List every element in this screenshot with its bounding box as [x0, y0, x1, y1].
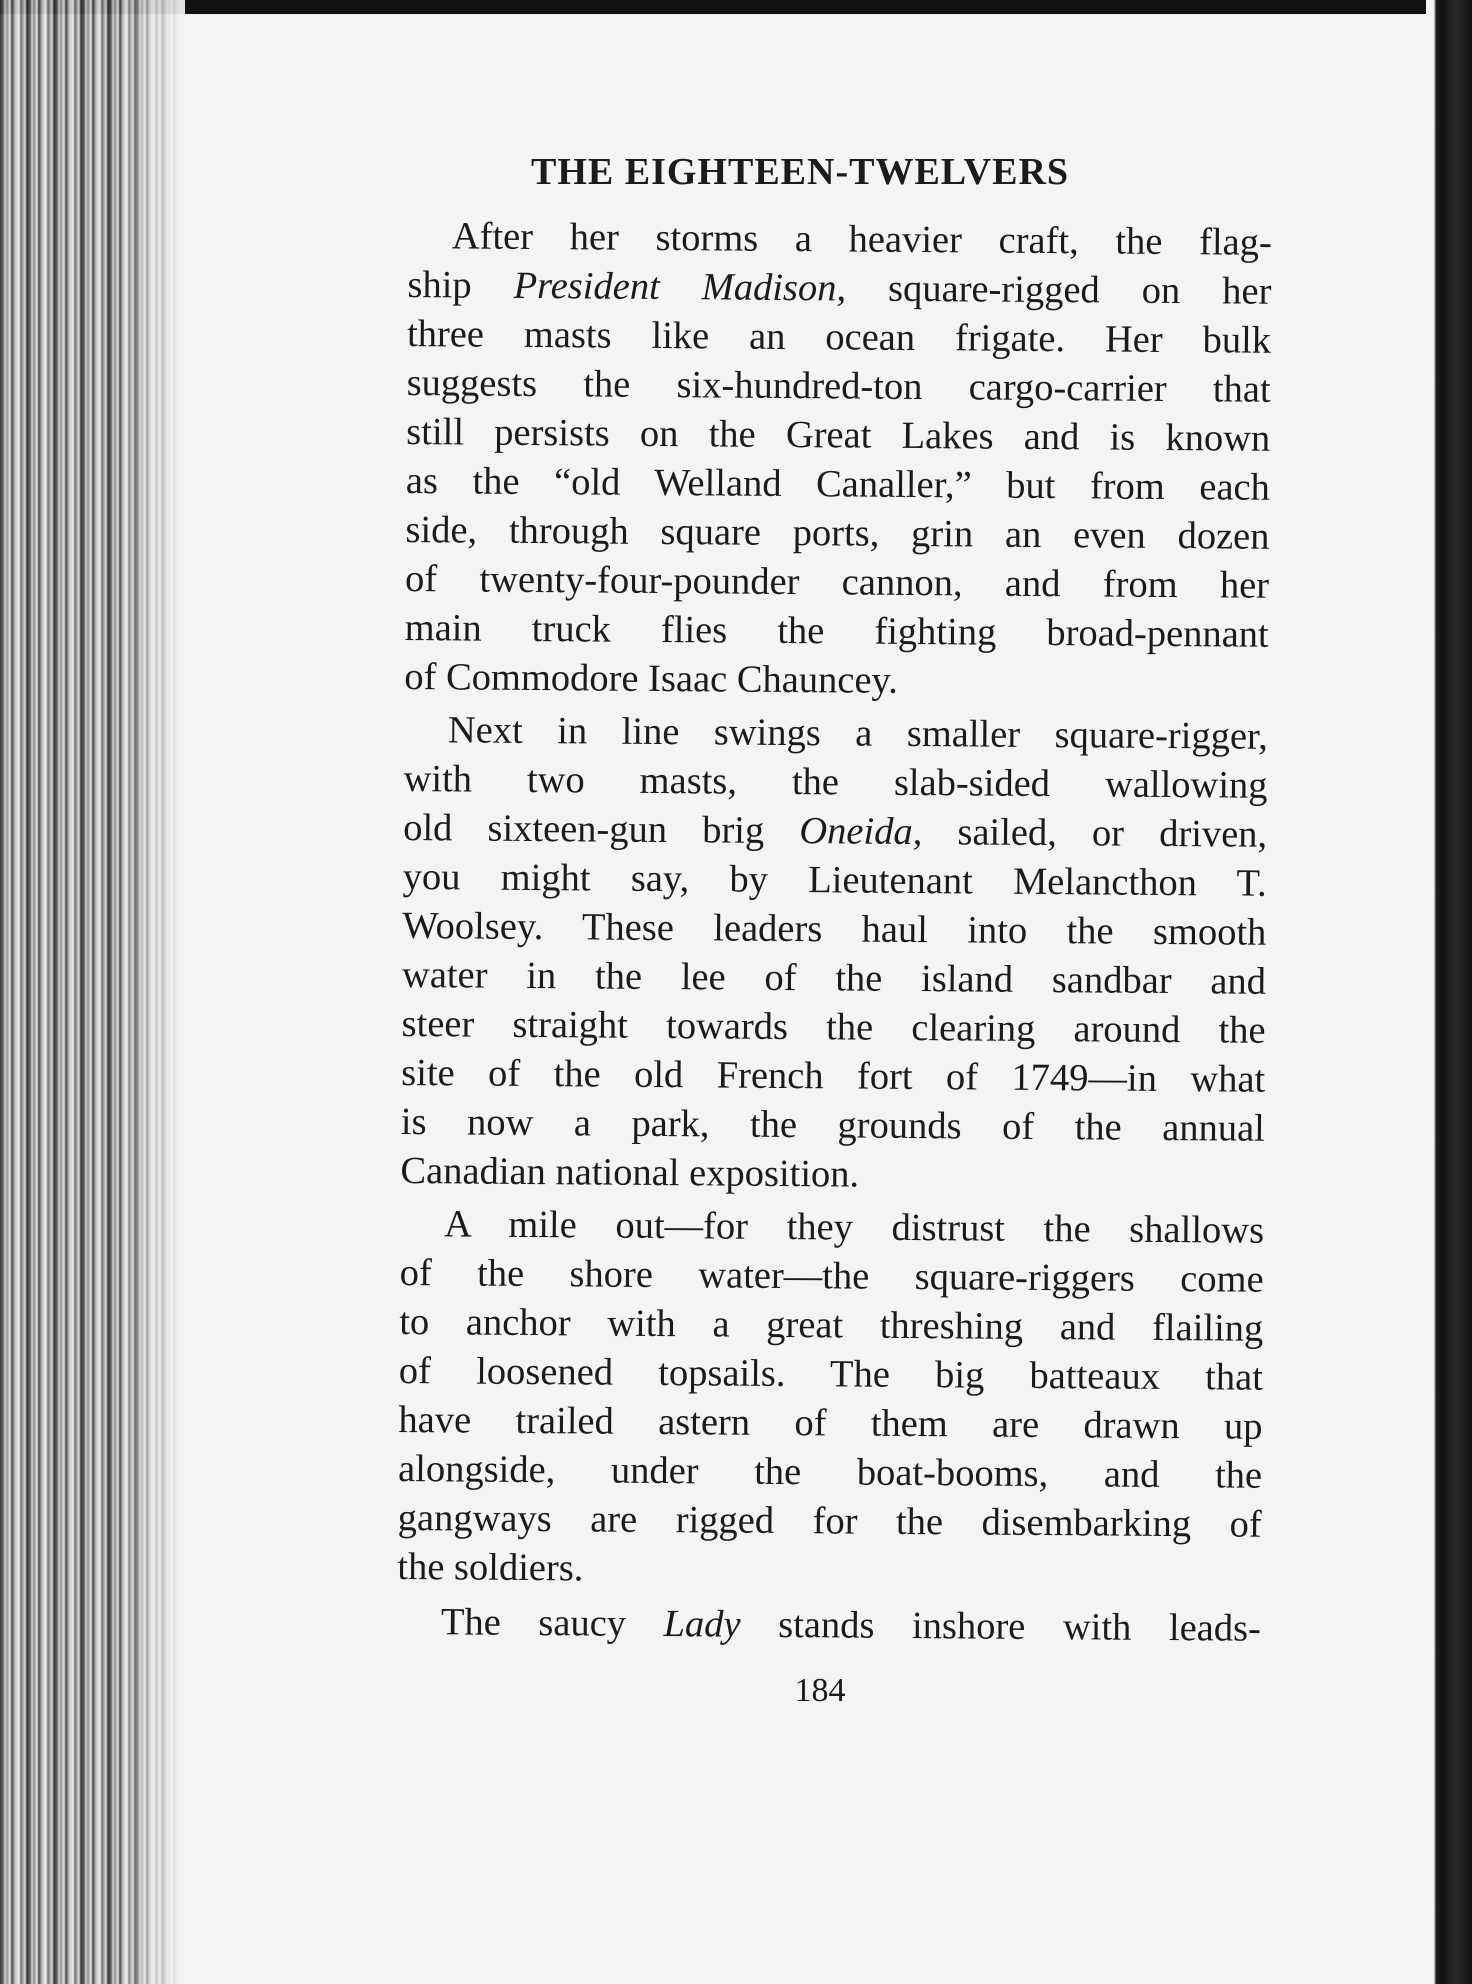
- body-text: [397, 212, 1272, 1654]
- paragraph: [400, 706, 1268, 1203]
- text-line: [407, 261, 1271, 317]
- text-line: of the shore water—the square-riggers come: [399, 1251, 1264, 1301]
- text-line: [397, 1598, 1261, 1654]
- text-line: site of the old French fort of 1749—in what: [401, 1051, 1266, 1101]
- text-line: is now a park, the grounds of the annual: [400, 1100, 1265, 1150]
- paragraph: [397, 1598, 1261, 1654]
- text-run: ship: [407, 263, 514, 307]
- text-line: with two masts, the slab-sided wallowing: [403, 757, 1268, 807]
- text-line: you might say, by Lieutenant Melancthon T.: [402, 855, 1267, 905]
- text-run: old sixteen-gun brig: [402, 806, 800, 853]
- text-line: of twenty-four-pounder cannon, and from her: [404, 557, 1270, 607]
- text-line: [403, 804, 1267, 860]
- italic-title: Lady: [663, 1603, 741, 1646]
- text-line: as the “old Welland Canaller,” but from each: [405, 459, 1271, 509]
- stacked-page-edges: [0, 0, 185, 1984]
- paragraph: [404, 212, 1272, 709]
- text-line: alongside, under the boat-booms, and the: [397, 1447, 1263, 1497]
- text-line: steer straight towards the clearing around the: [401, 1002, 1266, 1052]
- running-head: THE EIGHTEEN-TWELVERS: [530, 151, 1070, 193]
- text-line: three masts like an ocean frigate. Her bulk: [406, 312, 1272, 362]
- text-run: sailed, or driven,: [922, 811, 1268, 856]
- text-line: have trailed astern of them are drawn up: [398, 1398, 1263, 1448]
- text-line: main truck flies the fighting broad-pennant: [404, 606, 1269, 656]
- page-number: 184: [794, 1672, 846, 1709]
- italic-title: Oneida,: [799, 810, 923, 854]
- text-run: square-rigged on her: [845, 267, 1272, 313]
- paragraph: [397, 1200, 1264, 1599]
- italic-title: President Madison,: [513, 264, 847, 310]
- text-line: gangways are rigged for the disembarking of: [397, 1496, 1262, 1546]
- facing-page-edge: [1426, 0, 1472, 1984]
- text-line: Woolsey. These leaders haul into the smooth: [402, 904, 1267, 954]
- text-line: the soldiers.: [397, 1545, 584, 1590]
- text-line: A mile out—for they distrust the shallows: [443, 1203, 1265, 1252]
- text-run: stands inshore with leads-: [740, 1603, 1262, 1650]
- text-line: water in the lee of the island sandbar and: [401, 953, 1267, 1003]
- text-line: Canadian national exposition.: [400, 1149, 860, 1196]
- text-line: of Commodore Isaac Chauncey.: [404, 655, 899, 702]
- text-line: Next in line swings a smaller square-rigger,: [447, 709, 1269, 758]
- text-line: of loosened topsails. The big batteaux that: [398, 1349, 1264, 1399]
- text-line: suggests the six-hundred-ton cargo-carrier that: [406, 361, 1271, 411]
- text-line: still persists on the Great Lakes and is known: [406, 410, 1271, 460]
- text-line: After her storms a heavier craft, the flag-: [451, 215, 1272, 264]
- text-line: to anchor with a great threshing and flailing: [399, 1300, 1264, 1350]
- text-line: side, through square ports, grin an even dozen: [405, 508, 1270, 558]
- text-run: The saucy: [440, 1601, 664, 1646]
- top-shadow-edge: [0, 0, 1472, 14]
